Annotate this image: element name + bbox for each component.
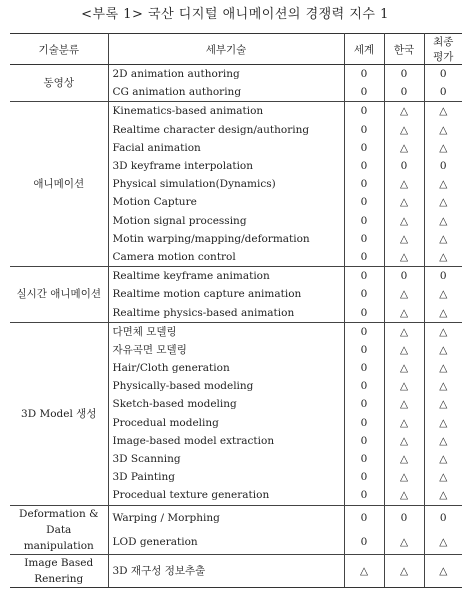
tech-cell: Camera motion control [108, 248, 344, 267]
overall-cell: 0 [424, 267, 462, 286]
table-row [10, 554, 462, 587]
korea-cell: △ [384, 359, 424, 377]
world-cell: 0 [344, 377, 384, 395]
world-cell: 0 [344, 83, 384, 102]
world-cell: 0 [344, 505, 384, 530]
world-cell: 0 [344, 486, 384, 505]
tech-cell: Motion Capture [108, 193, 344, 211]
category-cell: Image Based Renering [10, 554, 108, 587]
world-cell: 0 [344, 341, 384, 359]
category-cell: Deformation & Data manipulation [10, 505, 108, 554]
tech-cell: Procedual modeling [108, 414, 344, 432]
overall-cell: △ [439, 471, 448, 484]
overall-cell: △ [439, 416, 448, 429]
korea-cell: 0 [384, 65, 424, 84]
tech-cell: 3D 재구성 정보추출 [108, 554, 344, 587]
korea-cell: △ [384, 395, 424, 413]
overall-cell: 0 [424, 65, 462, 84]
korea-cell: △ [384, 341, 424, 359]
tech-cell: Kinematics-based animation [108, 102, 344, 121]
header-korea: 한국 [384, 34, 424, 65]
tech-cell: 3D keyframe interpolation [108, 157, 344, 175]
table-body [10, 65, 462, 588]
tech-cell: Hair/Cloth generation [108, 359, 344, 377]
overall-cell: △ [424, 554, 462, 587]
header-world: 세계 [344, 34, 384, 65]
overall-cell: △ [439, 434, 448, 447]
overall-cell: 0 [439, 86, 447, 99]
table-header-row [10, 34, 462, 65]
world-cell: 0 [344, 432, 384, 450]
korea-cell: △ [384, 414, 424, 432]
tech-cell: Warping / Morphing [108, 505, 344, 530]
category-cell: 동영상 [10, 65, 108, 102]
overall-cell: △ [439, 288, 448, 301]
tech-cell: Realtime character design/authoring [108, 121, 344, 139]
overall-cell: △ [439, 196, 448, 209]
overall-cell: 0 [439, 160, 447, 173]
tech-cell: 2D animation authoring [108, 65, 344, 84]
header-overall: 최종평가 [424, 34, 462, 65]
competitiveness-table [10, 33, 462, 588]
world-cell: 0 [344, 450, 384, 468]
table-row [10, 102, 462, 121]
korea-cell: 0 [384, 267, 424, 286]
overall-cell: △ [439, 535, 448, 548]
world-cell: 0 [344, 230, 384, 248]
overall-cell: △ [424, 102, 462, 121]
world-cell: 0 [344, 212, 384, 230]
korea-cell: △ [384, 248, 424, 267]
world-cell: △ [344, 554, 384, 587]
world-cell: 0 [344, 102, 384, 121]
overall-cell: △ [439, 380, 448, 393]
header-category: 기술분류 [10, 34, 108, 65]
page-title: <부록 1> 국산 디지털 애니메이션의 경쟁력 지수 1 [81, 7, 389, 22]
world-cell: 0 [344, 322, 384, 341]
korea-cell: △ [384, 530, 424, 555]
korea-cell: 0 [384, 83, 424, 102]
tech-cell: Realtime physics-based animation [108, 303, 344, 322]
tech-cell: Physically-based modeling [108, 377, 344, 395]
world-cell: 0 [344, 267, 384, 286]
tech-cell: Realtime keyframe animation [108, 267, 344, 286]
tech-cell: Motion signal processing [108, 212, 344, 230]
overall-cell: △ [439, 250, 448, 263]
korea-cell: △ [384, 285, 424, 303]
overall-cell: △ [439, 398, 448, 411]
korea-cell: △ [384, 468, 424, 486]
overall-cell: △ [439, 141, 448, 154]
tech-cell: Realtime motion capture animation [108, 285, 344, 303]
korea-cell: △ [384, 230, 424, 248]
table-row [10, 267, 462, 286]
overall-cell: △ [439, 178, 448, 191]
overall-cell: △ [439, 306, 448, 319]
overall-cell: △ [424, 322, 462, 341]
table-row [10, 505, 462, 530]
tech-cell: Physical simulation(Dynamics) [108, 175, 344, 193]
korea-cell: △ [384, 193, 424, 211]
korea-cell: △ [384, 322, 424, 341]
overall-cell: △ [439, 362, 448, 375]
overall-cell: 0 [424, 505, 462, 530]
world-cell: 0 [344, 359, 384, 377]
tech-cell: LOD generation [108, 530, 344, 555]
world-cell: 0 [344, 193, 384, 211]
tech-cell: Facial animation [108, 139, 344, 157]
world-cell: 0 [344, 303, 384, 322]
world-cell: 0 [344, 139, 384, 157]
header-technology: 세부기술 [108, 34, 344, 65]
world-cell: 0 [344, 468, 384, 486]
tech-cell: 3D Painting [108, 468, 344, 486]
category-cell: 애니메이션 [10, 102, 108, 267]
korea-cell: △ [384, 121, 424, 139]
world-cell: 0 [344, 65, 384, 84]
world-cell: 0 [344, 157, 384, 175]
category-cell: 3D Model 생성 [10, 322, 108, 505]
overall-cell: △ [439, 489, 448, 502]
overall-cell: △ [439, 343, 448, 356]
korea-cell: △ [384, 377, 424, 395]
korea-cell: △ [384, 432, 424, 450]
overall-cell: △ [439, 214, 448, 227]
korea-cell: △ [384, 139, 424, 157]
korea-cell: △ [384, 175, 424, 193]
tech-cell: 다면체 모델링 [108, 322, 344, 341]
tech-cell: 자유곡면 모델링 [108, 341, 344, 359]
world-cell: 0 [344, 530, 384, 555]
world-cell: 0 [344, 248, 384, 267]
korea-cell: 0 [384, 505, 424, 530]
table-row [10, 322, 462, 341]
overall-cell: △ [439, 453, 448, 466]
category-cell: 실시간 애니메이션 [10, 267, 108, 323]
world-cell: 0 [344, 414, 384, 432]
korea-cell: △ [384, 486, 424, 505]
korea-cell: 0 [384, 157, 424, 175]
tech-cell: 3D Scanning [108, 450, 344, 468]
korea-cell: △ [384, 450, 424, 468]
korea-cell: △ [384, 212, 424, 230]
tech-cell: Motin warping/mapping/deformation [108, 230, 344, 248]
tech-cell: CG animation authoring [108, 83, 344, 102]
world-cell: 0 [344, 395, 384, 413]
korea-cell: △ [384, 554, 424, 587]
overall-cell: △ [439, 123, 448, 136]
overall-cell: △ [439, 232, 448, 245]
tech-cell: Sketch-based modeling [108, 395, 344, 413]
world-cell: 0 [344, 175, 384, 193]
korea-cell: △ [384, 102, 424, 121]
tech-cell: Procedual texture generation [108, 486, 344, 505]
korea-cell: △ [384, 303, 424, 322]
world-cell: 0 [344, 121, 384, 139]
table-row [10, 65, 462, 84]
tech-cell: Image-based model extraction [108, 432, 344, 450]
world-cell: 0 [344, 285, 384, 303]
